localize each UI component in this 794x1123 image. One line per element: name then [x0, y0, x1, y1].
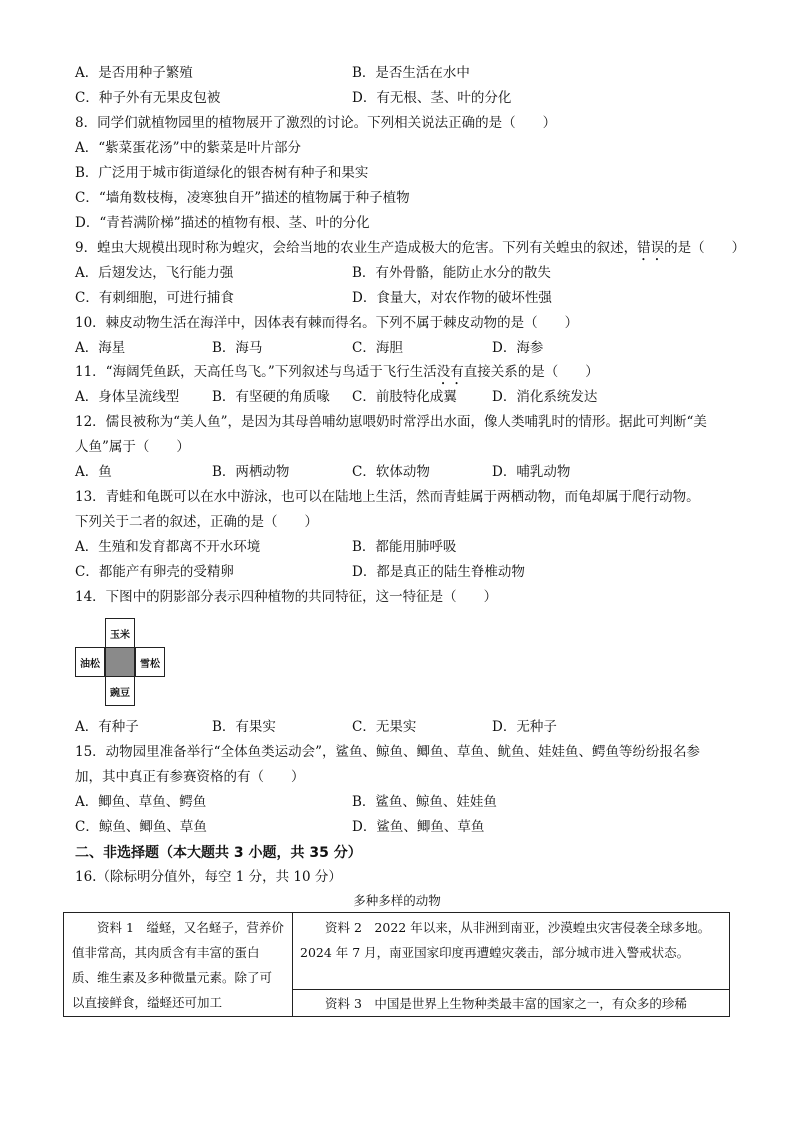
- q15-option-d: D．鲨鱼、鲫鱼、草鱼: [352, 819, 485, 835]
- q9-option-d: D．食量大，对农作物的破坏性强: [352, 290, 552, 306]
- diagram-cell-right: 雪松: [135, 647, 165, 677]
- q8-option-b: B．广泛用于城市街道绿化的银杏树有种子和果实: [75, 165, 369, 181]
- material-table: [63, 912, 730, 1017]
- q11-stem-pre: 11．“海阔凭鱼跃，天高任鸟飞。”下列叙述与鸟适于飞行生活: [75, 364, 437, 380]
- q7-option-a: A．是否用种子繁殖: [75, 65, 193, 81]
- q15-option-a: A．鲫鱼、草鱼、鳄鱼: [75, 794, 207, 810]
- q10-option-c: C．海胆: [352, 340, 403, 356]
- q11-option-b: B．有坚硬的角质喙: [212, 389, 330, 405]
- q9-stem-post: 的是（ ）: [664, 240, 746, 256]
- q14-option-b: B．有果实: [212, 719, 276, 735]
- q13-stem-line1: 13．青蛙和龟既可以在水中游泳，也可以在陆地上生活，然而青蛙属于两栖动物，而龟却属于爬行动物。: [75, 489, 700, 505]
- material-2: 资料 2 2022 年以来，从非洲到南亚，沙漠蝗虫灾害侵袭全球多地。2024 年 7 月，南亚国家印度再遭蝗灾袭击，部分城市进入警戒状态。: [300, 920, 711, 960]
- q9-option-c: C．有刺细胞，可进行捕食: [75, 290, 234, 306]
- q8-option-a: A．“紫菜蛋花汤”中的紫菜是叶片部分: [75, 140, 302, 156]
- q15-stem-line2: 加，其中真正有参赛资格的有（ ）: [75, 769, 305, 785]
- q9-option-a: A．后翅发达，飞行能力强: [75, 265, 234, 281]
- q11-stem-emphasis: 没有: [436, 364, 464, 380]
- q9-stem-emphasis: 错误: [637, 240, 665, 256]
- q8-option-d: D．“青苔满阶梯”描述的植物有根、茎、叶的分化: [75, 215, 370, 231]
- q10-option-a: A．海星: [75, 340, 126, 356]
- q8-stem: 8．同学们就植物园里的植物展开了激烈的讨论。下列相关说法正确的是（ ）: [75, 115, 557, 131]
- q16-stem: 16.（除标明分值外，每空 1 分，共 10 分）: [75, 869, 342, 885]
- q13-option-d: D．都是真正的陆生脊椎动物: [352, 564, 525, 580]
- q8-option-c: C．“墙角数枝梅，凌寒独自开”描述的植物属于种子植物: [75, 190, 410, 206]
- q11-option-d: D．消化系统发达: [492, 389, 598, 405]
- q11-option-c: C．前肢特化成翼: [352, 389, 457, 405]
- q12-option-b: B．两栖动物: [212, 464, 290, 480]
- q7-option-d: D．有无根、茎、叶的分化: [352, 90, 512, 106]
- q15-option-b: B．鲨鱼、鲸鱼、娃娃鱼: [352, 794, 497, 810]
- q12-stem-line1: 12．儒艮被称为“美人鱼”，是因为其母兽哺幼崽喂奶时常浮出水面，像人类哺乳时的情形。据此可判断“美: [75, 414, 707, 430]
- diagram-cell-left: 油松: [75, 647, 105, 677]
- q15-option-c: C．鲸鱼、鲫鱼、草鱼: [75, 819, 207, 835]
- q15-stem-line1: 15．动物园里准备举行“全体鱼类运动会”，鲨鱼、鲸鱼、鲫鱼、草鱼、鱿鱼、娃娃鱼、鳄鱼等纷纷报名参: [75, 744, 700, 760]
- q9-stem: [75, 239, 745, 264]
- q14-cross-diagram: [75, 618, 165, 708]
- q11-stem: [75, 363, 599, 388]
- q12-option-d: D．哺乳动物: [492, 464, 571, 480]
- q14-stem: 14．下图中的阴影部分表示四种植物的共同特征，这一特征是（ ）: [75, 589, 498, 605]
- q13-stem-line2: 下列关于二者的叙述，正确的是（ ）: [75, 514, 318, 530]
- q13-option-a: A．生殖和发育都离不开水环境: [75, 539, 261, 555]
- table-caption: 多种多样的动物: [353, 893, 441, 908]
- table-horizontal-divider: [292, 989, 729, 990]
- q11-option-a: A．身体呈流线型: [75, 389, 180, 405]
- q10-option-b: B．海马: [212, 340, 263, 356]
- material-3: 资料 3 中国是世界上生物种类最丰富的国家之一，有众多的珍稀: [325, 996, 687, 1011]
- section2-heading: 二、非选择题（本大题共 3 小题，共 35 分）: [75, 845, 362, 861]
- q9-stem-pre: 9．蝗虫大规模出现时称为蝗灾，会给当地的农业生产造成极大的危害。下列有关蝗虫的叙述，: [75, 240, 638, 256]
- q10-option-d: D．海参: [492, 340, 544, 356]
- q10-stem: 10．棘皮动物生活在海洋中，因体表有棘而得名。下列不属于棘皮动物的是（ ）: [75, 315, 579, 331]
- q14-option-d: D．无种子: [492, 719, 557, 735]
- q14-option-c: C．无果实: [352, 719, 417, 735]
- material-1: 资料 1 缢蛏，又名蛏子，营养价值非常高，其肉质含有丰富的蛋白质、维生素及多种微量元素。除了可以直接鲜食，缢蛏还可加工: [72, 920, 284, 1010]
- q14-option-a: A．有种子: [75, 719, 139, 735]
- q9-option-b: B．有外骨骼，能防止水分的散失: [352, 265, 551, 281]
- q13-option-c: C．都能产有卵壳的受精卵: [75, 564, 234, 580]
- q12-stem-line2: 人鱼”属于（ ）: [75, 439, 190, 455]
- diagram-cell-top: 玉米: [105, 618, 135, 648]
- q7-option-b: B．是否生活在水中: [352, 65, 470, 81]
- q12-option-a: A．鱼: [75, 464, 112, 480]
- q11-stem-post: 直接关系的是（ ）: [463, 364, 599, 380]
- q7-option-c: C．种子外有无果皮包被: [75, 90, 221, 106]
- q13-option-b: B．都能用肺呼吸: [352, 539, 457, 555]
- q12-option-c: C．软体动物: [352, 464, 430, 480]
- diagram-shaded-center: [105, 647, 135, 677]
- table-vertical-divider: [292, 913, 293, 1016]
- diagram-cell-bottom: 豌豆: [105, 676, 135, 706]
